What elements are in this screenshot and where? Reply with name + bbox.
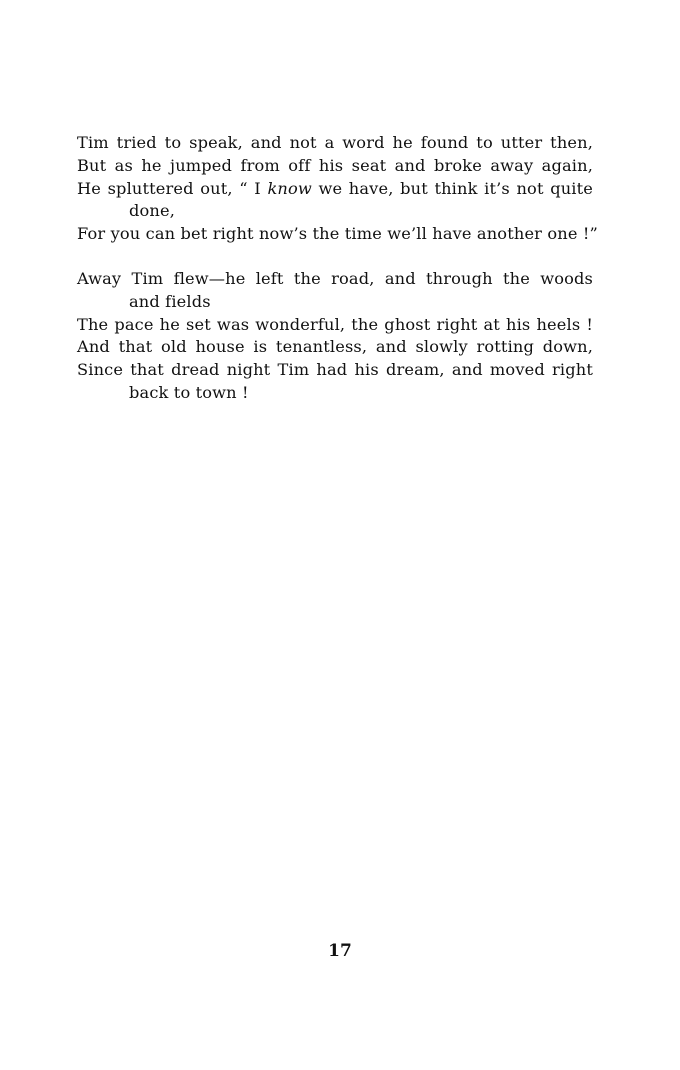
verse-line bbox=[77, 178, 593, 201]
verse-line: But as he jumped from off his seat and broke away again, bbox=[77, 155, 593, 175]
verse-line: Tim tried to speak, and not a word he found to utter then, bbox=[77, 133, 593, 152]
emphasized-word: know bbox=[267, 178, 312, 198]
verse-text: we have, but think it’s not quite bbox=[311, 178, 593, 198]
verse-line-continuation: back to town ! bbox=[129, 382, 249, 402]
verse-text: He spluttered out, “ I bbox=[77, 178, 268, 198]
stanza-2 bbox=[77, 268, 597, 405]
verse-line: Away Tim flew—he left the road, and through the woods bbox=[77, 269, 593, 288]
page-number: 17 bbox=[328, 941, 352, 961]
verse-line: And that old house is tenantless, and slowly rotting down, bbox=[77, 337, 593, 357]
verse-line-continuation: and fields bbox=[129, 291, 211, 311]
verse-line: For you can bet right now’s the time we’ll have another one !” bbox=[77, 224, 598, 244]
verse-line-continuation: done, bbox=[129, 201, 176, 221]
verse-line: Since that dread night Tim had his dream, and moved right bbox=[77, 360, 593, 380]
verse-line: The pace he set was wonderful, the ghost right at his heels ! bbox=[77, 314, 593, 334]
stanza-1 bbox=[77, 132, 597, 246]
